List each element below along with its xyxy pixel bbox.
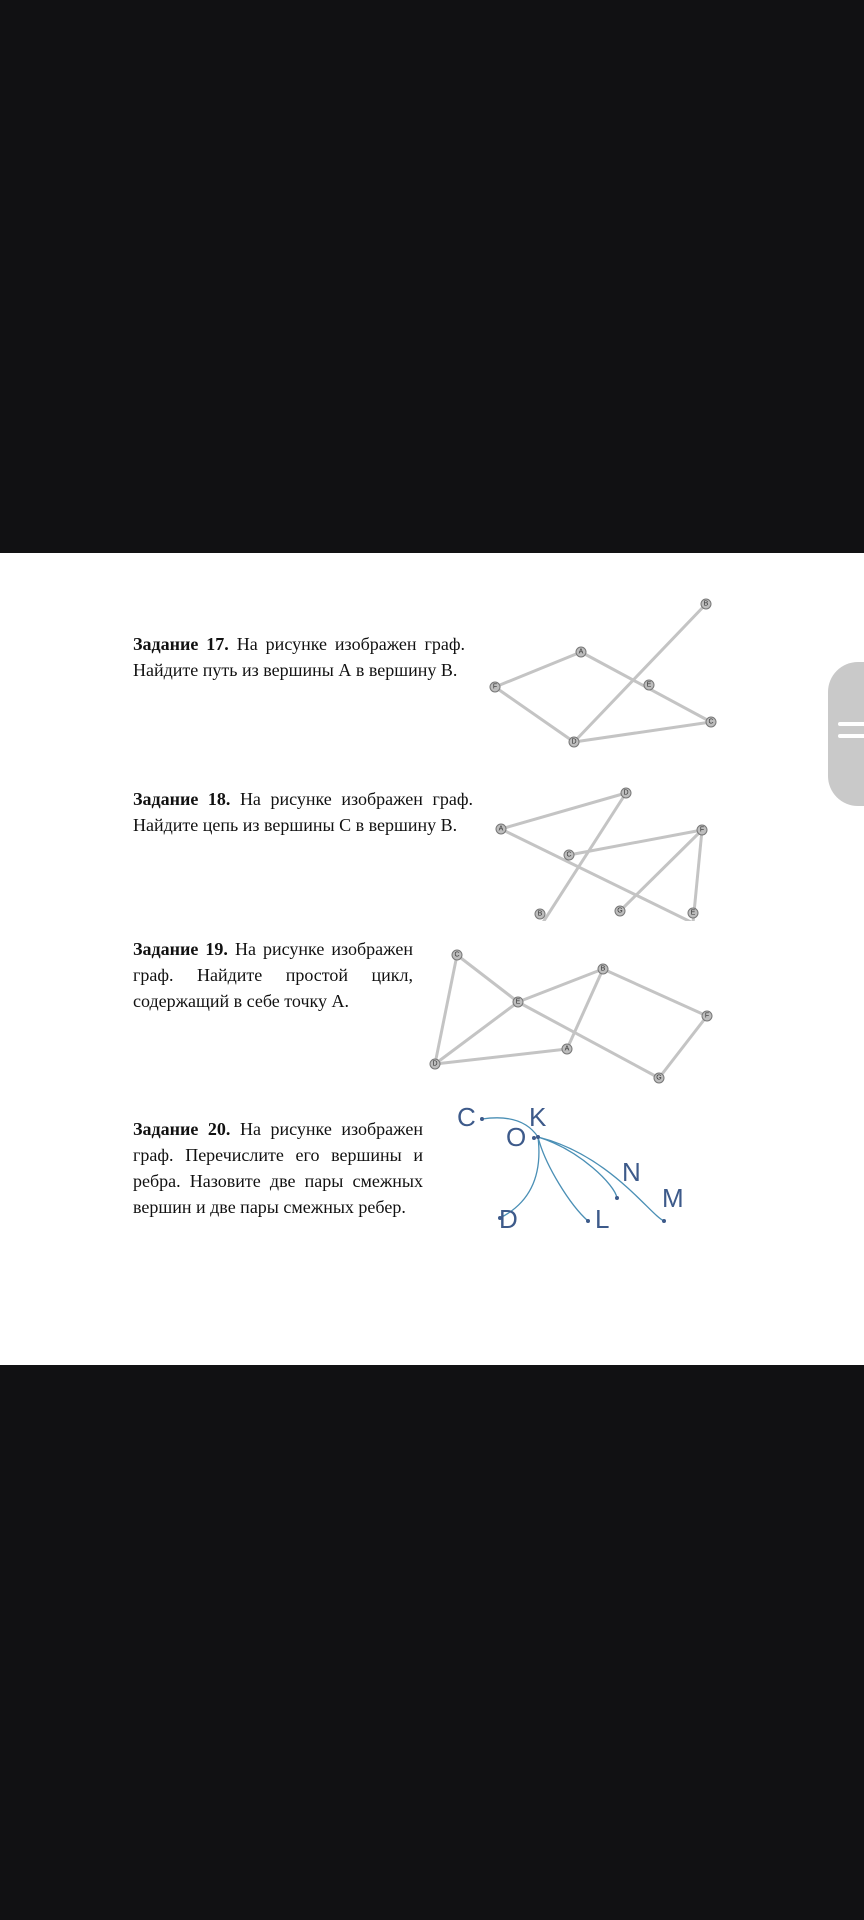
graph-vertex-N: N [622,1157,641,1187]
document-page [0,553,864,1365]
svg-text:E: E [690,909,696,917]
graph-vertex-D [621,788,631,798]
svg-text:C: C [454,951,460,959]
graph-vertex-K: K [529,1102,547,1132]
graph-vertex-G [615,906,625,916]
graph-vertex-C [706,717,716,727]
task-19-text: На рисунке изображен граф. Найдите простой цикл, содержащий в себе точку А. [133,939,413,1011]
graph-vertex-F [697,825,707,835]
graph-vertex-A [576,647,586,657]
handle-line-icon [838,734,864,738]
task-20 [133,1116,423,1220]
svg-text:A: A [578,648,584,656]
svg-text:A: A [498,825,504,833]
graph-figure-18 [490,781,720,921]
svg-text:D: D [571,738,577,746]
graph-vertex-B [701,599,711,609]
graph-vertex-B [535,909,545,919]
svg-text:G: G [617,907,623,915]
graph-vertex-E [688,908,698,918]
svg-text:E: E [515,998,521,1006]
graph-vertex-A [562,1044,572,1054]
task-20-title: Задание 20. [133,1119,231,1139]
graph-vertex-D [430,1059,440,1069]
graph-vertex-C [452,950,462,960]
graph-figure-19 [425,945,720,1090]
graph-figure-17 [475,596,725,766]
svg-text:C: C [566,851,572,859]
svg-text:G: G [656,1074,662,1082]
graph-vertex-C [564,850,574,860]
graph-vertex-A [496,824,506,834]
task-17-title: Задание 17. [133,634,229,654]
task-17-text: На рисунке изображен граф. Найдите путь из вершины А в вершину В. [133,634,466,680]
handle-line-icon [838,722,864,726]
task-18 [133,786,473,838]
graph-vertex-F [702,1011,712,1021]
svg-text:F: F [492,683,498,691]
task-19-title: Задание 19. [133,939,228,959]
graph-vertex-D: D [499,1204,518,1234]
top-dark-area [0,0,864,553]
graph-vertex-E [644,680,654,690]
bottom-dark-area [0,1365,864,1920]
graph-vertex-C: C [457,1102,476,1132]
task-19 [133,936,413,1014]
svg-text:F: F [699,826,705,834]
task-18-title: Задание 18. [133,789,231,809]
svg-text:D: D [432,1060,438,1068]
graph-vertex-B [598,964,608,974]
graph-vertex-M: M [662,1183,684,1213]
svg-text:C: C [708,718,714,726]
task-18-text: На рисунке изображен граф. Найдите цепь из вершины С в вершину В. [133,789,474,835]
graph-figure-20 [450,1095,700,1235]
graph-vertex-G [654,1073,664,1083]
svg-text:F: F [704,1012,710,1020]
svg-text:A: A [564,1045,570,1053]
graph-vertex-F [490,682,500,692]
svg-text:B: B [600,965,606,973]
svg-text:D: D [623,789,629,797]
graph-vertex-E [513,997,523,1007]
graph-vertex-O: O [506,1122,527,1152]
task-17 [133,631,465,683]
svg-text:E: E [646,681,652,689]
graph-vertex-D [569,737,579,747]
task-20-text: На рисунке изображен граф. Перечислите его вершины и ребра. Назовите две пары смежных вершин и две пары смежных ребер. [133,1119,423,1217]
side-panel-handle[interactable] [828,662,864,806]
graph-vertex-L: L [595,1204,610,1234]
svg-text:B: B [537,910,543,918]
svg-text:B: B [703,600,709,608]
